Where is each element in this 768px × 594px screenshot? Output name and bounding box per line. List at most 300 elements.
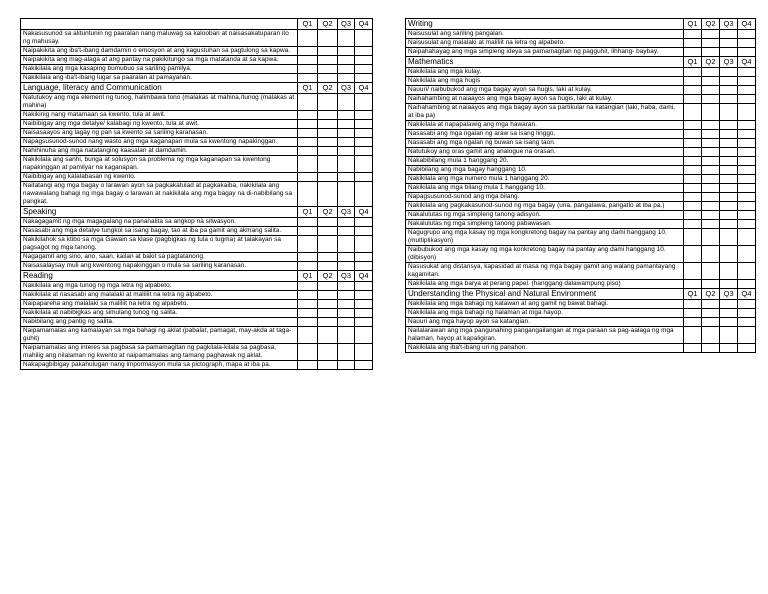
rating-cell-q1[interactable] [298,361,318,370]
rating-cell-q1[interactable] [298,282,318,291]
rating-cell-q4[interactable] [355,218,373,227]
rating-cell-q4[interactable] [738,280,756,289]
rating-cell-q4[interactable] [355,227,373,236]
rating-cell-q1[interactable] [684,48,702,57]
table-row [21,111,373,120]
rating-cell-q4[interactable] [738,229,756,246]
quarter-header-q1: Q1 [298,83,318,94]
section-title: Writing [406,19,684,30]
rating-cell-q1[interactable] [298,129,318,138]
rating-cell-q1[interactable] [298,318,318,327]
competency-text: Nahihinuha ang mga natatanging kaasalan at damdamin. [21,147,298,156]
competency-text: Naipakikita ang mag-alaga at ang pantay na pakikitungo sa mga matatanda at sa kapwa. [21,56,298,65]
rating-cell-q2[interactable] [702,86,720,95]
competency-text: Naipamamalas ang kamalayan sa mga bahagi ng aklat (pabalat, pamagat, may-akda at taga-guhit) [21,327,298,344]
rating-cell-q1[interactable] [684,68,702,77]
rating-cell-q2[interactable] [702,68,720,77]
competency-text: Nagugrupo ang mga kasay ng mga kongkretong bagay na pantay ang dami hanggang 10.(multiplikasyon) [406,229,684,246]
table-row [21,318,373,327]
quarter-header-q1: Q1 [298,19,318,30]
rating-cell-q1[interactable] [684,139,702,148]
rating-cell-q4[interactable] [738,148,756,157]
quarter-header-q3: Q3 [720,57,738,68]
rating-cell-q4[interactable] [738,309,756,318]
rating-cell-q4[interactable] [355,300,373,309]
rating-cell-q2[interactable] [318,253,338,262]
rating-cell-q3[interactable] [338,65,355,74]
rating-cell-q2[interactable] [702,193,720,202]
rating-cell-q2[interactable] [318,56,338,65]
competency-text: Natutukoy ang mga element ng tunog, halimbawa tono (malakas at mahina,/tunog (malakas at mahina) [21,94,298,111]
rating-cell-q4[interactable] [355,318,373,327]
rating-cell-q1[interactable] [298,156,318,173]
rating-cell-q1[interactable] [684,175,702,184]
table-row [21,300,373,309]
rating-cell-q2[interactable] [702,166,720,175]
rating-cell-q4[interactable] [355,344,373,361]
rating-cell-q4[interactable] [738,300,756,309]
rating-cell-q2[interactable] [702,263,720,280]
table-row [406,139,756,148]
rating-cell-q4[interactable] [355,236,373,253]
left-table-body [21,19,373,370]
rating-cell-q4[interactable] [738,48,756,57]
competency-text: Nakikilala ang iba't-ibang lugar sa paaralan at pamayanan. [21,74,298,83]
quarter-header-q2: Q2 [702,19,720,30]
rating-cell-q2[interactable] [318,236,338,253]
rating-cell-q2[interactable] [702,220,720,229]
rating-cell-q2[interactable] [318,94,338,111]
rating-cell-q3[interactable] [338,129,355,138]
quarter-header-q2: Q2 [702,57,720,68]
rating-cell-q1[interactable] [684,220,702,229]
rating-cell-q2[interactable] [318,120,338,129]
rating-cell-q3[interactable] [720,166,738,175]
rating-cell-q1[interactable] [298,344,318,361]
competency-text: Naibibigay ang mga detalye/ kalabagi ng kwento, tula at awit. [21,120,298,129]
rating-cell-q4[interactable] [738,327,756,344]
rating-cell-q1[interactable] [684,184,702,193]
rating-cell-q3[interactable] [338,282,355,291]
table-row [21,309,373,318]
rating-cell-q4[interactable] [738,318,756,327]
rating-cell-q3[interactable] [720,175,738,184]
rating-cell-q4[interactable] [355,173,373,182]
rating-cell-q3[interactable] [720,246,738,263]
table-row [406,318,756,327]
rating-cell-q3[interactable] [338,218,355,227]
rating-cell-q1[interactable] [684,229,702,246]
rating-cell-q1[interactable] [684,39,702,48]
rating-cell-q4[interactable] [738,157,756,166]
rating-cell-q1[interactable] [298,56,318,65]
competency-text: Nakikilala ang pagkakasunod-sunod ng mga bagay (una, pangalawa, pangatlo at iba pa.) [406,202,684,211]
rating-cell-q2[interactable] [318,138,338,147]
rating-cell-q4[interactable] [355,138,373,147]
quarter-header-q4: Q4 [355,271,373,282]
rating-cell-q4[interactable] [738,121,756,130]
competency-text: Nakasusunod sa alituntunin ng paaralan nang maluwag sa kalooban at naisasakatuparan ito ng mahusay. [21,30,298,47]
rating-cell-q2[interactable] [318,147,338,156]
quarter-header-q2: Q2 [702,289,720,300]
rating-cell-q2[interactable] [318,74,338,83]
rating-cell-q4[interactable] [738,184,756,193]
table-row [406,121,756,130]
rating-cell-q1[interactable] [684,193,702,202]
rating-cell-q3[interactable] [720,193,738,202]
section-header-row [21,271,373,282]
competency-text: Nakikilala ang mga bilang mula 1 hanggang 10. [406,184,684,193]
rating-cell-q4[interactable] [738,86,756,95]
competency-text: Napagsusunod-sunod nang wasto ang mga kaganapan mula sa kwentong napakinggan. [21,138,298,147]
rating-cell-q2[interactable] [318,156,338,173]
rating-cell-q1[interactable] [298,74,318,83]
rating-cell-q2[interactable] [702,280,720,289]
rating-cell-q2[interactable] [702,300,720,309]
table-row [21,262,373,271]
rating-cell-q1[interactable] [684,280,702,289]
rating-cell-q2[interactable] [318,282,338,291]
section-title: Mathematics [406,57,684,68]
rating-cell-q2[interactable] [702,309,720,318]
table-row [406,39,756,48]
rating-cell-q4[interactable] [738,104,756,121]
rating-cell-q2[interactable] [318,344,338,361]
table-row [406,184,756,193]
rating-cell-q4[interactable] [738,211,756,220]
rating-cell-q4[interactable] [355,111,373,120]
competency-text: Naipamamalas ang interes sa pagbasa sa pamamagitan ng pagkilala-kilala sa pagbasa, mahilig ang nilalaman ng kwento at naipamamalas ang tamang paghawak ng aklat. [21,344,298,361]
rating-cell-q4[interactable] [355,182,373,207]
rating-cell-q2[interactable] [702,139,720,148]
rating-cell-q1[interactable] [298,236,318,253]
rating-cell-q1[interactable] [684,318,702,327]
section-header-row [21,19,373,30]
rating-cell-q3[interactable] [720,130,738,139]
rating-cell-q1[interactable] [298,138,318,147]
rating-cell-q4[interactable] [355,253,373,262]
rating-cell-q4[interactable] [355,74,373,83]
rating-cell-q1[interactable] [684,327,702,344]
rating-cell-q3[interactable] [720,30,738,39]
rating-cell-q3[interactable] [720,263,738,280]
rating-cell-q3[interactable] [338,253,355,262]
rating-cell-q3[interactable] [720,68,738,77]
rating-cell-q4[interactable] [355,291,373,300]
rating-cell-q4[interactable] [738,220,756,229]
rating-cell-q1[interactable] [684,130,702,139]
rating-cell-q3[interactable] [338,344,355,361]
rating-cell-q1[interactable] [298,30,318,47]
competency-text: Naisasaayos ang lagay ng pan sa kwento sa sariling karanasan. [21,129,298,138]
rating-cell-q2[interactable] [318,262,338,271]
rating-cell-q3[interactable] [720,148,738,157]
rating-cell-q3[interactable] [720,309,738,318]
competency-text: Naipahahayag ang mga simpleng ideya sa pamamagitan ng pagguhit, lihhang- baybay. [406,48,684,57]
competency-text: Nasasabi ang mga ngalan ng araw sa isang linggo. [406,130,684,139]
rating-cell-q2[interactable] [318,47,338,56]
rating-cell-q2[interactable] [702,318,720,327]
rating-cell-q2[interactable] [702,30,720,39]
rating-cell-q4[interactable] [355,361,373,370]
rating-cell-q2[interactable] [318,65,338,74]
rating-cell-q2[interactable] [702,77,720,86]
rating-cell-q3[interactable] [720,157,738,166]
table-row [406,344,756,353]
rating-cell-q3[interactable] [720,327,738,344]
rating-cell-q3[interactable] [338,156,355,173]
competency-text: Nakikilala at napapalawig ang mga hawaran. [406,121,684,130]
rating-cell-q4[interactable] [355,309,373,318]
rating-cell-q4[interactable] [738,39,756,48]
rating-cell-q1[interactable] [298,327,318,344]
competency-text: Naihahambing at naiaayos ang mga bagay ayon sa partikular na katangian (laki, haba, dami, at iba pa) [406,104,684,121]
quarter-header-q3: Q3 [338,83,355,94]
quarter-header-q3: Q3 [338,19,355,30]
rating-cell-q1[interactable] [298,182,318,207]
rating-cell-q1[interactable] [684,300,702,309]
rating-cell-q3[interactable] [338,173,355,182]
rating-cell-q1[interactable] [298,262,318,271]
quarter-header-q2: Q2 [318,207,338,218]
rating-cell-q1[interactable] [684,95,702,104]
quarter-header-q1: Q1 [298,207,318,218]
rating-cell-q2[interactable] [318,291,338,300]
rating-cell-q2[interactable] [702,344,720,353]
rating-cell-q2[interactable] [702,130,720,139]
competency-text: Naibubukod ang mga kasay ng mga konkretong bagay na pantay ang dami hanggang 10. (dibisyon) [406,246,684,263]
rating-cell-q4[interactable] [355,156,373,173]
rating-cell-q3[interactable] [338,309,355,318]
rating-cell-q4[interactable] [355,147,373,156]
rating-cell-q2[interactable] [702,229,720,246]
rating-cell-q4[interactable] [738,344,756,353]
rating-cell-q3[interactable] [338,120,355,129]
rating-cell-q3[interactable] [720,184,738,193]
rating-cell-q3[interactable] [720,95,738,104]
rating-cell-q3[interactable] [338,30,355,47]
rating-cell-q1[interactable] [298,120,318,129]
rating-cell-q3[interactable] [338,291,355,300]
rating-cell-q3[interactable] [720,280,738,289]
rating-cell-q1[interactable] [684,77,702,86]
rating-cell-q4[interactable] [355,30,373,47]
rating-cell-q3[interactable] [720,211,738,220]
rating-cell-q2[interactable] [318,111,338,120]
section-title: Reading [21,271,298,282]
rating-cell-q1[interactable] [298,47,318,56]
rating-cell-q2[interactable] [318,300,338,309]
rating-cell-q3[interactable] [720,220,738,229]
competency-text: Nakikilala ang mga barya at perang papel. (hanggang dalawampung piso) [406,280,684,289]
rating-cell-q1[interactable] [684,344,702,353]
table-row [21,173,373,182]
rating-cell-q3[interactable] [338,300,355,309]
quarter-header-q3: Q3 [720,19,738,30]
rating-cell-q3[interactable] [720,139,738,148]
quarter-header-q1: Q1 [298,271,318,282]
table-row [406,309,756,318]
rating-cell-q1[interactable] [298,94,318,111]
table-row [21,156,373,173]
rating-cell-q2[interactable] [318,129,338,138]
rating-cell-q4[interactable] [355,47,373,56]
rating-cell-q2[interactable] [318,327,338,344]
rating-cell-q4[interactable] [738,202,756,211]
rating-cell-q1[interactable] [684,157,702,166]
rating-cell-q4[interactable] [355,262,373,271]
rating-cell-q3[interactable] [338,182,355,207]
rating-cell-q1[interactable] [684,30,702,39]
competency-text: Nakikilala at nabibigkas ang simulang tunog ng salita. [21,309,298,318]
rating-cell-q4[interactable] [738,193,756,202]
rating-cell-q4[interactable] [738,130,756,139]
rating-cell-q1[interactable] [298,309,318,318]
table-row [21,138,373,147]
rating-cell-q2[interactable] [318,361,338,370]
rating-cell-q1[interactable] [684,148,702,157]
table-row [21,65,373,74]
rating-cell-q4[interactable] [738,95,756,104]
competency-text: Nakikilala ang iba't-ibang uri ng panahon. [406,344,684,353]
rating-cell-q2[interactable] [702,157,720,166]
rating-cell-q4[interactable] [738,77,756,86]
rating-cell-q2[interactable] [318,227,338,236]
rating-cell-q2[interactable] [318,218,338,227]
competency-text: Nakikilala at nasasabi ang malalaki at maliliit na letra ng alpabeto. [21,291,298,300]
quarter-header-q2: Q2 [318,83,338,94]
table-row [406,130,756,139]
rating-cell-q3[interactable] [338,111,355,120]
competency-text: Nakapagbibigay pakahulugan nang impormasyon mula sa pictograph, mapa at iba pa. [21,361,298,370]
rating-cell-q2[interactable] [318,173,338,182]
rating-cell-q2[interactable] [702,95,720,104]
rating-cell-q3[interactable] [338,262,355,271]
table-row [406,86,756,95]
table-row [21,94,373,111]
rating-cell-q2[interactable] [702,246,720,263]
rating-cell-q3[interactable] [720,77,738,86]
rating-cell-q2[interactable] [702,211,720,220]
rating-cell-q2[interactable] [702,104,720,121]
rating-cell-q3[interactable] [720,344,738,353]
rating-cell-q3[interactable] [720,229,738,246]
rating-cell-q2[interactable] [702,39,720,48]
rating-cell-q2[interactable] [702,202,720,211]
rating-cell-q1[interactable] [298,111,318,120]
rating-cell-q3[interactable] [338,56,355,65]
rating-cell-q2[interactable] [318,182,338,207]
table-row [21,129,373,138]
rating-cell-q2[interactable] [318,309,338,318]
rating-cell-q1[interactable] [298,147,318,156]
table-row [406,166,756,175]
rating-cell-q1[interactable] [298,65,318,74]
rating-cell-q4[interactable] [738,166,756,175]
competency-text: Nauuri/ naibubukod ang mga bagay ayon sa hugis, laki at kulay. [406,86,684,95]
rating-cell-q2[interactable] [702,121,720,130]
rating-cell-q4[interactable] [738,139,756,148]
rating-cell-q1[interactable] [298,300,318,309]
rating-cell-q4[interactable] [355,282,373,291]
rating-cell-q3[interactable] [720,300,738,309]
rating-cell-q4[interactable] [355,94,373,111]
rating-cell-q2[interactable] [318,30,338,47]
rating-cell-q4[interactable] [738,68,756,77]
rating-cell-q4[interactable] [355,56,373,65]
rating-cell-q3[interactable] [338,147,355,156]
rating-cell-q3[interactable] [338,94,355,111]
rating-cell-q4[interactable] [355,120,373,129]
rating-cell-q3[interactable] [338,74,355,83]
rating-cell-q1[interactable] [298,291,318,300]
rating-cell-q1[interactable] [298,173,318,182]
competency-text: Nakikilahok sa ktibo sa mga Gawain sa klase (pagbigkas ng tula o tugma) at talakayan sa pagsagot ng mga tanong. [21,236,298,253]
rating-cell-q1[interactable] [684,202,702,211]
rating-cell-q3[interactable] [338,318,355,327]
section-header-row [21,83,373,94]
competency-text: Naipakikita ang iba't-ibang damdamin o emosyon at ang kagustuhan sa pagtulong sa kapwa. [21,47,298,56]
competency-text: Nabibilang ang pantig ng salita. [21,318,298,327]
rating-cell-q3[interactable] [720,202,738,211]
table-row [406,246,756,263]
rating-cell-q2[interactable] [702,48,720,57]
competency-text: Nauuri ang mga hayop ayon sa katangian. [406,318,684,327]
rating-cell-q3[interactable] [338,236,355,253]
rating-cell-q1[interactable] [684,121,702,130]
table-row [21,291,373,300]
rating-cell-q3[interactable] [338,138,355,147]
rating-cell-q4[interactable] [738,263,756,280]
competency-text: Naitatangi ang mga bagay o larawan ayon sa pagkakatulad at pagkakaiba, nakikilala ang nawawalang bahagi ng mga bagay o larawan at nakikilala ang mga bagay na di-nabibilang sa pangkat. [21,182,298,207]
rating-cell-q3[interactable] [720,39,738,48]
rating-cell-q1[interactable] [684,263,702,280]
rating-cell-q1[interactable] [684,309,702,318]
table-row [406,300,756,309]
competency-text: Nakalulutas ng mga simpleng tanong pabawasan. [406,220,684,229]
rating-cell-q3[interactable] [338,327,355,344]
rating-cell-q1[interactable] [684,246,702,263]
rating-cell-q1[interactable] [298,218,318,227]
rating-cell-q1[interactable] [684,104,702,121]
rating-cell-q4[interactable] [738,246,756,263]
rating-cell-q1[interactable] [684,166,702,175]
rating-cell-q2[interactable] [702,184,720,193]
rating-cell-q3[interactable] [338,361,355,370]
rating-cell-q4[interactable] [355,129,373,138]
rating-cell-q4[interactable] [355,65,373,74]
rating-cell-q3[interactable] [720,121,738,130]
rating-cell-q2[interactable] [702,148,720,157]
rating-cell-q2[interactable] [702,175,720,184]
rating-cell-q4[interactable] [738,175,756,184]
rating-cell-q2[interactable] [702,327,720,344]
quarter-header-q2: Q2 [318,271,338,282]
rating-cell-q3[interactable] [338,47,355,56]
rating-cell-q1[interactable] [298,253,318,262]
rating-cell-q3[interactable] [720,318,738,327]
rating-cell-q1[interactable] [298,227,318,236]
rating-cell-q3[interactable] [720,104,738,121]
rating-cell-q3[interactable] [338,227,355,236]
rating-cell-q1[interactable] [684,211,702,220]
rating-cell-q4[interactable] [738,30,756,39]
rating-cell-q2[interactable] [318,318,338,327]
rating-cell-q3[interactable] [720,48,738,57]
rating-cell-q1[interactable] [684,86,702,95]
rating-cell-q4[interactable] [355,327,373,344]
rating-cell-q3[interactable] [720,86,738,95]
